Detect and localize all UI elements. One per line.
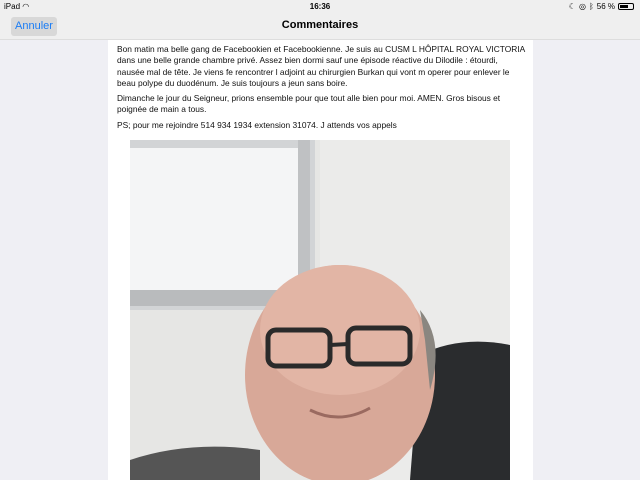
status-right (569, 2, 634, 11)
post-text (108, 40, 533, 131)
clock: 16:36 (309, 2, 331, 11)
cancel-button[interactable]: Annuler (11, 17, 57, 36)
post-photo[interactable] (130, 140, 510, 480)
moon-icon: ☾ (568, 2, 576, 11)
status-bar (0, 0, 640, 14)
battery-percent: 56 % (596, 2, 615, 11)
post-paragraph: Bon matin ma belle gang de Facebookien et Facebookienne. Je suis au CUSM L HÔPITAL ROYAL VICTORIA dans une belle grande chambre privé. Assez bien dormi sauf une épisode réactive du Dilodile : étourdi, nausée mal de tête. Je viens fe rencontrer l adjoint au chirurgien Burkan qui vont m operer pour enlever le beau polype du duodénum. Je suis toujours a jeun sans boire. (117, 44, 525, 88)
page-title: Commentaires (281, 19, 359, 31)
device-name: iPad (4, 2, 21, 11)
post-paragraph: Dimanche le jour du Seigneur, prions ensemble pour que tout alle bien pour moi. AMEN. Gros bisous et poignée de main a tous. (117, 93, 501, 115)
post-paragraph: PS; pour me rejoindre 514 934 1934 extension 31074. J attends vos appels (117, 119, 397, 130)
navigation-bar (0, 14, 640, 40)
selfie-photo (130, 140, 510, 480)
bluetooth-icon: ᛒ (588, 2, 594, 11)
post-content[interactable] (108, 40, 533, 480)
battery-icon (618, 3, 634, 10)
wifi-icon: ◠ (22, 2, 30, 11)
lock-rotation-icon: ◎ (578, 2, 586, 11)
